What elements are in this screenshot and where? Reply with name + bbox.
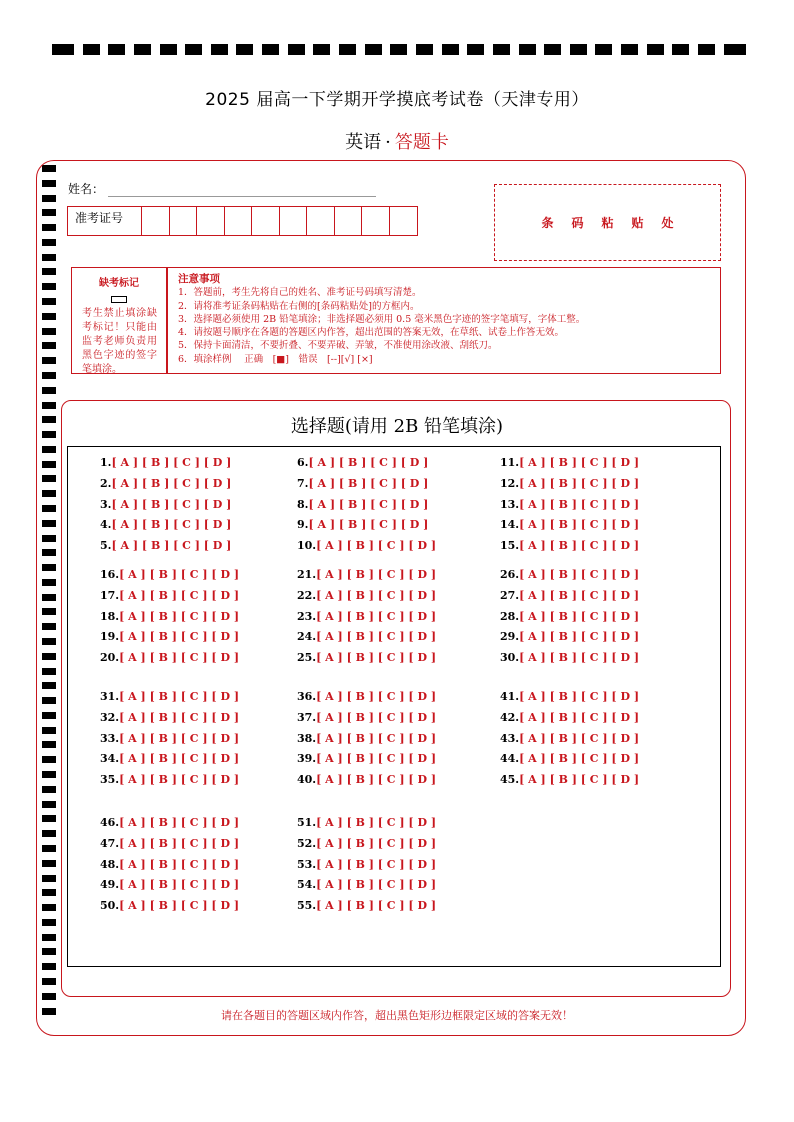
question-number: 19.	[100, 630, 120, 644]
question-number: 53.	[297, 857, 317, 871]
question-item[interactable]	[500, 711, 639, 724]
question-item[interactable]	[297, 752, 436, 765]
timing-mark	[416, 44, 433, 55]
card-title	[0, 128, 794, 154]
answer-options[interactable]: [ A ] [ B ] [ C ] [ D ]	[111, 456, 232, 469]
answer-options[interactable]: [ A ] [ B ] [ C ] [ D ]	[519, 630, 640, 644]
question-number: 26.	[500, 568, 520, 581]
subject-label: 英语	[345, 132, 382, 153]
question-number: 49.	[100, 878, 120, 892]
question-number: 25.	[297, 651, 317, 665]
question-number: 29.	[500, 630, 520, 644]
notice-item: 4．请按题号顺序在各题的答题区内作答，超出范围的答案无效，在草纸、试卷上作答无效。	[178, 327, 565, 339]
question-item[interactable]	[500, 539, 639, 552]
question-number: 35.	[100, 773, 120, 787]
timing-mark	[595, 44, 612, 55]
question-item[interactable]	[297, 477, 428, 490]
question-item[interactable]	[500, 630, 639, 643]
question-item[interactable]	[297, 690, 436, 703]
question-number: 2.	[100, 476, 112, 490]
answer-options[interactable]: [ A ] [ B ] [ C ] [ D ]	[316, 816, 437, 829]
timing-mark	[83, 44, 100, 55]
answer-options[interactable]: [ A ] [ B ] [ C ] [ D ]	[119, 731, 240, 745]
question-number: 22.	[297, 588, 317, 602]
exam-number-cell[interactable]	[362, 207, 390, 235]
choice-section-title: 选择题(请用 2B 铅笔填涂)	[290, 416, 504, 437]
timing-mark	[519, 44, 536, 55]
answer-options[interactable]: [ A ] [ B ] [ C ] [ D ]	[519, 539, 640, 553]
question-item[interactable]	[500, 732, 639, 745]
exam-number-cell[interactable]	[225, 207, 253, 235]
question-item[interactable]	[100, 711, 239, 724]
answer-options[interactable]: [ A ] [ B ] [ C ] [ D ]	[308, 497, 429, 511]
answer-options[interactable]: [ A ] [ B ] [ C ] [ D ]	[119, 588, 240, 602]
timing-mark	[134, 44, 151, 55]
question-number: 47.	[100, 836, 120, 850]
exam-number-label: 准考证号	[68, 207, 142, 235]
answer-options[interactable]: [ A ] [ B ] [ C ] [ D ]	[316, 836, 437, 850]
question-item[interactable]	[297, 456, 428, 469]
name-label: 姓名：	[68, 182, 105, 196]
answer-options[interactable]: [ A ] [ B ] [ C ] [ D ]	[119, 752, 240, 766]
question-number: 36.	[297, 690, 317, 703]
question-item[interactable]	[100, 498, 231, 511]
answer-options[interactable]: [ A ] [ B ] [ C ] [ D ]	[119, 836, 240, 850]
question-item[interactable]	[100, 858, 239, 871]
question-item[interactable]	[297, 630, 436, 643]
timing-mark	[365, 44, 382, 55]
timing-mark	[52, 44, 74, 55]
question-number: 54.	[297, 878, 317, 892]
timing-mark	[108, 44, 125, 55]
answer-options[interactable]: [ A ] [ B ] [ C ] [ D ]	[316, 731, 437, 745]
question-item[interactable]	[100, 589, 239, 602]
answer-options[interactable]: [ A ] [ B ] [ C ] [ D ]	[316, 630, 437, 644]
timing-mark	[570, 44, 587, 55]
exam-number-cell[interactable]	[252, 207, 280, 235]
question-number: 44.	[500, 752, 520, 766]
question-item[interactable]	[100, 477, 231, 490]
question-number: 42.	[500, 710, 520, 724]
answer-options[interactable]: [ A ] [ B ] [ C ] [ D ]	[316, 899, 437, 913]
question-number: 8.	[297, 497, 309, 511]
notice-item: 1．答题前，考生先将自己的姓名、准考证号码填写清楚。	[178, 287, 422, 299]
timing-mark	[544, 44, 561, 55]
question-item[interactable]	[100, 690, 239, 703]
timing-mark	[185, 44, 202, 55]
timing-mark	[442, 44, 459, 55]
timing-mark	[339, 44, 356, 55]
question-number: 40.	[297, 773, 317, 787]
question-item[interactable]	[297, 568, 436, 581]
question-item[interactable]	[297, 899, 436, 912]
question-item[interactable]	[100, 899, 239, 912]
question-number: 39.	[297, 752, 317, 766]
question-number: 52.	[297, 836, 317, 850]
question-item[interactable]	[297, 732, 436, 745]
question-item[interactable]	[500, 498, 639, 511]
answer-options[interactable]: [ A ] [ B ] [ C ] [ D ]	[519, 476, 640, 490]
answer-options[interactable]: [ A ] [ B ] [ C ] [ D ]	[119, 773, 240, 787]
answer-options[interactable]: [ A ] [ B ] [ C ] [ D ]	[519, 588, 640, 602]
answer-options[interactable]: [ A ] [ B ] [ C ] [ D ]	[519, 710, 640, 724]
answer-options[interactable]: [ A ] [ B ] [ C ] [ D ]	[316, 878, 437, 892]
question-item[interactable]	[500, 690, 639, 703]
answer-options[interactable]: [ A ] [ B ] [ C ] [ D ]	[119, 609, 240, 623]
name-field[interactable]	[108, 196, 376, 197]
answer-options[interactable]: [ A ] [ B ] [ C ] [ D ]	[519, 651, 640, 665]
question-item[interactable]	[297, 539, 436, 552]
timing-mark	[698, 44, 715, 55]
answer-options[interactable]: [ A ] [ B ] [ C ] [ D ]	[308, 476, 429, 490]
question-number: 48.	[100, 857, 120, 871]
question-number: 3.	[100, 497, 112, 511]
timing-mark	[647, 44, 664, 55]
question-item[interactable]	[100, 878, 239, 891]
question-number: 14.	[500, 518, 520, 532]
exam-number-cell[interactable]	[390, 207, 418, 235]
answer-options[interactable]: [ A ] [ B ] [ C ] [ D ]	[119, 878, 240, 892]
answer-options[interactable]: [ A ] [ B ] [ C ] [ D ]	[519, 456, 640, 469]
question-number: 28.	[500, 609, 520, 623]
exam-number-box	[67, 206, 418, 236]
barcode-area: 条码粘贴处	[494, 184, 721, 261]
question-item[interactable]	[100, 610, 239, 623]
exam-number-cell[interactable]	[142, 207, 170, 235]
question-item[interactable]	[297, 711, 436, 724]
timing-mark	[493, 44, 510, 55]
answer-options[interactable]: [ A ] [ B ] [ C ] [ D ]	[519, 773, 640, 787]
answer-options[interactable]: [ A ] [ B ] [ C ] [ D ]	[308, 456, 429, 469]
answer-options[interactable]: [ A ] [ B ] [ C ] [ D ]	[316, 651, 437, 665]
notice-title: 注意事项	[178, 273, 220, 285]
notice-item: 2．请将准考证条码粘贴在右侧的[条码粘贴处]的方框内。	[178, 300, 420, 312]
notice-item: 6．填涂样例 正确 [■] 错误 [--][√] [×]	[178, 353, 373, 365]
question-item[interactable]	[500, 651, 639, 664]
answer-options[interactable]: [ A ] [ B ] [ C ] [ D ]	[519, 752, 640, 766]
question-number: 7.	[297, 476, 309, 490]
question-number: 10.	[297, 539, 317, 553]
question-item[interactable]	[100, 539, 231, 552]
question-number: 51.	[297, 816, 317, 829]
question-number: 11.	[500, 456, 520, 469]
question-item[interactable]	[500, 773, 639, 786]
answer-options[interactable]: [ A ] [ B ] [ C ] [ D ]	[316, 568, 437, 581]
question-number: 13.	[500, 497, 520, 511]
question-number: 43.	[500, 731, 520, 745]
title-separator: ·	[385, 132, 391, 153]
question-item[interactable]	[297, 589, 436, 602]
question-item[interactable]	[500, 477, 639, 490]
answer-options[interactable]: [ A ] [ B ] [ C ] [ D ]	[519, 497, 640, 511]
question-item[interactable]	[100, 752, 239, 765]
question-item[interactable]	[100, 518, 231, 531]
notice-panel	[167, 267, 721, 374]
answer-options[interactable]: [ A ] [ B ] [ C ] [ D ]	[111, 539, 232, 553]
question-number: 32.	[100, 710, 120, 724]
answer-options[interactable]: [ A ] [ B ] [ C ] [ D ]	[316, 773, 437, 787]
timing-mark	[236, 44, 253, 55]
timing-mark	[467, 44, 484, 55]
question-number: 34.	[100, 752, 120, 766]
timing-mark	[211, 44, 228, 55]
timing-mark	[724, 44, 746, 55]
question-item[interactable]	[500, 589, 639, 602]
question-number: 33.	[100, 731, 120, 745]
question-number: 17.	[100, 588, 120, 602]
answer-options[interactable]: [ A ] [ B ] [ C ] [ D ]	[316, 752, 437, 766]
answer-options[interactable]: [ A ] [ B ] [ C ] [ D ]	[519, 731, 640, 745]
question-number: 41.	[500, 690, 520, 703]
absent-mark-title: 缺考标记	[99, 278, 139, 289]
exam-title: 2025 届高一下学期开学摸底考试卷（天津专用）	[205, 90, 589, 110]
question-item[interactable]	[297, 858, 436, 871]
question-number: 18.	[100, 609, 120, 623]
answer-options[interactable]: [ A ] [ B ] [ C ] [ D ]	[519, 518, 640, 532]
question-item[interactable]	[500, 752, 639, 765]
question-number: 16.	[100, 568, 120, 581]
answer-options[interactable]: [ A ] [ B ] [ C ] [ D ]	[519, 609, 640, 623]
timing-mark	[288, 44, 305, 55]
answer-options[interactable]: [ A ] [ B ] [ C ] [ D ]	[308, 518, 429, 532]
question-number: 45.	[500, 773, 520, 787]
question-number: 21.	[297, 568, 317, 581]
timing-mark	[160, 44, 177, 55]
question-item[interactable]	[100, 456, 231, 469]
question-number: 27.	[500, 588, 520, 602]
answer-options[interactable]: [ A ] [ B ] [ C ] [ D ]	[316, 857, 437, 871]
question-item[interactable]	[297, 498, 428, 511]
answer-options[interactable]: [ A ] [ B ] [ C ] [ D ]	[119, 690, 240, 703]
question-item[interactable]	[297, 816, 436, 829]
exam-number-cell[interactable]	[197, 207, 225, 235]
answer-options[interactable]: [ A ] [ B ] [ C ] [ D ]	[111, 518, 232, 532]
timing-mark	[672, 44, 689, 55]
question-item[interactable]	[100, 630, 239, 643]
timing-mark	[390, 44, 407, 55]
answer-options[interactable]: [ A ] [ B ] [ C ] [ D ]	[119, 651, 240, 665]
question-item[interactable]	[500, 568, 639, 581]
question-item[interactable]	[297, 878, 436, 891]
absent-mark-text: 考生禁止填涂缺考标记！只能由监考老师负责用黑色字迹的签字笔填涂。	[82, 308, 157, 375]
footer-warning: 请在各题目的答题区域内作答，超出黑色矩形边框限定区域的答案无效！	[221, 1009, 573, 1022]
question-number: 46.	[100, 816, 120, 829]
answer-options[interactable]: [ A ] [ B ] [ C ] [ D ]	[119, 710, 240, 724]
notice-item: 3．选择题必须使用 2B 铅笔填涂；非选择题必须用 0.5 毫米黑色字迹的签字笔填写，字体工整。	[178, 313, 586, 325]
answer-options[interactable]: [ A ] [ B ] [ C ] [ D ]	[111, 476, 232, 490]
absent-mark-panel	[71, 267, 167, 374]
question-number: 30.	[500, 651, 520, 665]
question-number: 6.	[297, 456, 309, 469]
question-number: 55.	[297, 899, 317, 913]
answer-options[interactable]: [ A ] [ B ] [ C ] [ D ]	[119, 899, 240, 913]
top-timing-marks	[52, 44, 746, 55]
question-item[interactable]	[297, 773, 436, 786]
question-number: 50.	[100, 899, 120, 913]
question-item[interactable]	[100, 773, 239, 786]
exam-number-cell[interactable]	[170, 207, 198, 235]
question-item[interactable]	[297, 651, 436, 664]
answer-card-label: 答题卡	[394, 132, 449, 153]
exam-number-cell[interactable]	[307, 207, 335, 235]
answer-options[interactable]: [ A ] [ B ] [ C ] [ D ]	[519, 690, 640, 703]
question-number: 4.	[100, 518, 112, 532]
question-number: 1.	[100, 456, 112, 469]
question-number: 15.	[500, 539, 520, 553]
question-item[interactable]	[500, 518, 639, 531]
question-number: 23.	[297, 609, 317, 623]
question-item[interactable]	[100, 816, 239, 829]
answer-options[interactable]: [ A ] [ B ] [ C ] [ D ]	[119, 816, 240, 829]
answer-options[interactable]: [ A ] [ B ] [ C ] [ D ]	[316, 710, 437, 724]
answer-options[interactable]: [ A ] [ B ] [ C ] [ D ]	[316, 539, 437, 553]
question-number: 38.	[297, 731, 317, 745]
question-number: 9.	[297, 518, 309, 532]
question-number: 20.	[100, 651, 120, 665]
answer-options[interactable]: [ A ] [ B ] [ C ] [ D ]	[519, 568, 640, 581]
question-item[interactable]	[500, 456, 639, 469]
answer-options[interactable]: [ A ] [ B ] [ C ] [ D ]	[111, 497, 232, 511]
question-item[interactable]	[100, 837, 239, 850]
answer-options[interactable]: [ A ] [ B ] [ C ] [ D ]	[316, 690, 437, 703]
question-number: 12.	[500, 476, 520, 490]
timing-mark	[262, 44, 279, 55]
notice-item: 5．保持卡面清洁，不要折叠、不要弄破、弄皱，不准使用涂改液、刮纸刀。	[178, 340, 498, 352]
question-number: 24.	[297, 630, 317, 644]
question-item[interactable]	[297, 837, 436, 850]
timing-mark	[621, 44, 638, 55]
answer-options[interactable]: [ A ] [ B ] [ C ] [ D ]	[119, 630, 240, 644]
question-number: 31.	[100, 690, 120, 703]
answer-options[interactable]: [ A ] [ B ] [ C ] [ D ]	[316, 609, 437, 623]
question-number: 37.	[297, 710, 317, 724]
question-item[interactable]	[297, 610, 436, 623]
question-item[interactable]	[500, 610, 639, 623]
question-item[interactable]	[100, 568, 239, 581]
question-item[interactable]	[100, 732, 239, 745]
answer-options[interactable]: [ A ] [ B ] [ C ] [ D ]	[119, 857, 240, 871]
timing-mark	[313, 44, 330, 55]
question-item[interactable]	[100, 651, 239, 664]
exam-number-cell[interactable]	[280, 207, 308, 235]
answer-options[interactable]: [ A ] [ B ] [ C ] [ D ]	[119, 568, 240, 581]
answer-options[interactable]: [ A ] [ B ] [ C ] [ D ]	[316, 588, 437, 602]
exam-number-cell[interactable]	[335, 207, 363, 235]
question-number: 5.	[100, 539, 112, 553]
absent-mark-bubble[interactable]	[111, 296, 127, 303]
question-item[interactable]	[297, 518, 428, 531]
